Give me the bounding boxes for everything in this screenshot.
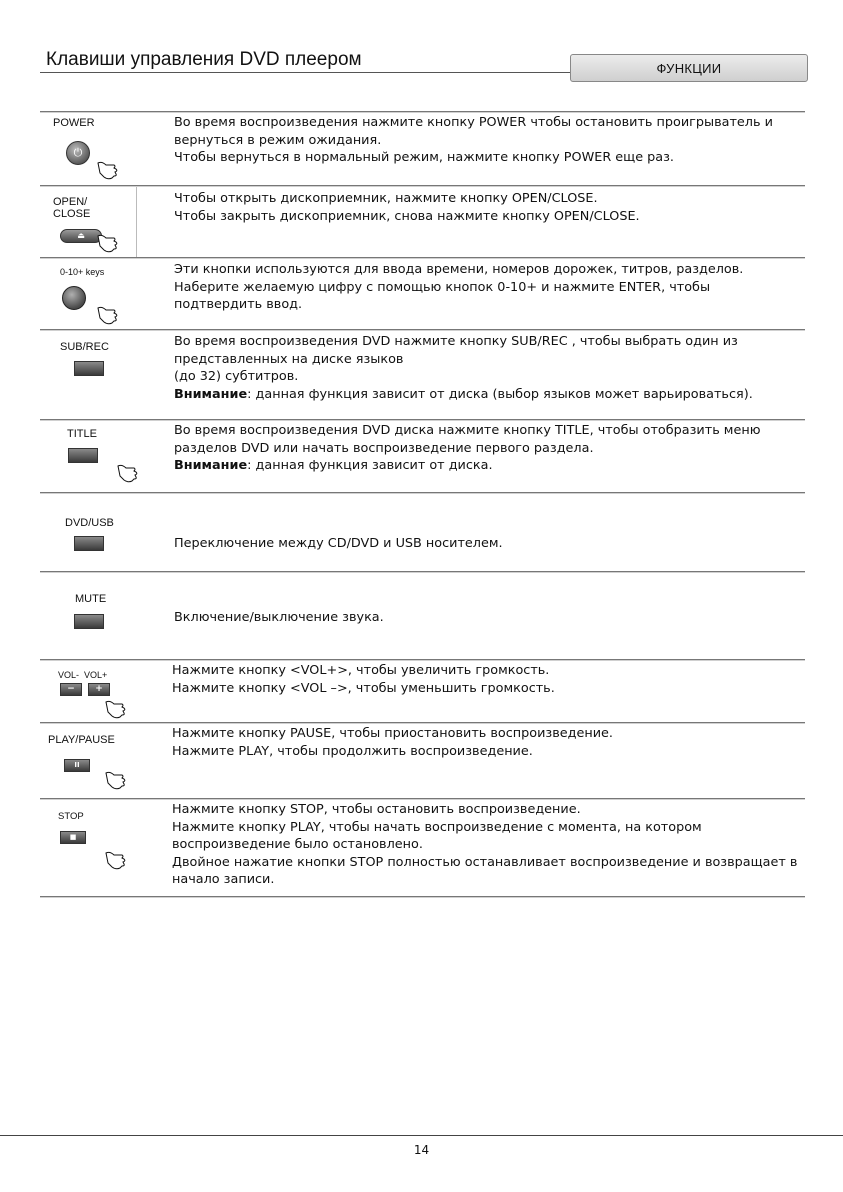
description-line: Двойное нажатие кнопки STOP полностью останавливает воспроизведение и возвращает в <box>172 854 798 870</box>
key-label-dvd-usb: DVD/USB <box>65 517 114 529</box>
dvd-usb-button-icon <box>74 536 104 551</box>
key-label-mute: MUTE <box>75 593 107 605</box>
power-button-icon: ⏻ <box>66 141 90 165</box>
description-line: Чтобы открыть дископриемник, нажмите кнопку OPEN/CLOSE. <box>174 191 598 206</box>
description-line: Переключение между CD/DVD и USB носителем. <box>174 536 503 551</box>
description-line: Нажмите кнопку STOP, чтобы остановить воспроизведение. <box>172 802 581 817</box>
row-open-close <box>40 186 805 257</box>
note-text: : данная функция зависит от диска. <box>247 458 493 474</box>
key-label-volume: VOL- VOL+ <box>58 670 108 680</box>
description-line: Чтобы вернуться в нормальный режим, нажмите кнопку POWER еще раз. <box>174 150 674 166</box>
pointing-hand-icon <box>96 304 122 326</box>
row-number-keys <box>40 258 805 329</box>
description-sub-rec <box>174 333 753 403</box>
pointing-hand-icon <box>104 769 130 791</box>
pointing-hand-icon <box>96 159 122 181</box>
description-line: (до 32) субтитров. <box>174 369 299 385</box>
title-underline <box>40 72 570 73</box>
description-line: Нажмите кнопку <VOL+>, чтобы увеличить громкость. <box>172 663 550 678</box>
description-volume <box>172 662 555 697</box>
description-stop <box>172 801 797 889</box>
description-line: Во время воспроизведения DVD диска нажмите кнопку TITLE, чтобы отобразить меню <box>174 423 761 438</box>
description-power <box>174 114 773 167</box>
page-title: Клавиши управления DVD плеером <box>46 49 362 70</box>
stop-button-icon: ■ <box>60 831 86 844</box>
note-label: Внимание <box>174 386 248 402</box>
description-line: Во время воспроизведения DVD нажмите кнопку SUB/REC , чтобы выбрать один из <box>174 334 738 349</box>
description-line: Нажмите кнопку <VOL –>, чтобы уменьшить громкость. <box>172 680 555 696</box>
row-sub-rec <box>40 330 805 419</box>
key-label-power: POWER <box>53 117 95 129</box>
description-number-keys <box>174 261 743 314</box>
pointing-hand-icon <box>104 698 130 720</box>
footer-rule <box>0 1135 843 1136</box>
pointing-hand-icon <box>116 462 142 484</box>
description-line: представленных на диске языков <box>174 351 404 367</box>
row-dvd-usb <box>40 493 805 571</box>
eject-button-icon: ⏏ <box>60 229 102 243</box>
sub-rec-button-icon <box>74 361 104 376</box>
key-label-title: TITLE <box>67 428 97 440</box>
pause-button-icon: II <box>64 759 90 772</box>
note-label: Внимание <box>174 458 248 474</box>
row-title <box>40 420 805 492</box>
description-line: Нажмите кнопку PAUSE, чтобы приостановить воспроизведение. <box>172 726 613 741</box>
row-volume <box>40 660 805 722</box>
row-divider <box>40 896 805 898</box>
description-line: Во время воспроизведения нажмите кнопку POWER чтобы остановить проигрыватель и <box>174 115 773 130</box>
row-mute <box>40 572 805 659</box>
section-badge: ФУНКЦИИ <box>570 54 808 82</box>
key-label-play-pause: PLAY/PAUSE <box>48 734 115 746</box>
description-line: начало записи. <box>172 872 275 888</box>
description-note <box>174 457 760 475</box>
key-label-number-keys: 0-10+ keys <box>60 267 105 277</box>
number-button-icon <box>62 286 86 310</box>
description-dvd-usb <box>174 535 503 553</box>
mute-button-icon <box>74 614 104 629</box>
pointing-hand-icon <box>104 849 130 871</box>
description-line: Наберите желаемую цифру с помощью кнопок 0-10+ и нажмите ENTER, чтобы <box>174 279 711 295</box>
note-text: : данная функция зависит от диска (выбор языков может варьироваться). <box>247 386 753 402</box>
description-line: Нажмите кнопку PLAY, чтобы начать воспроизведение с момента, на котором <box>172 819 702 835</box>
volume-down-button-icon: − <box>60 683 82 696</box>
description-line: вернуться в режим ожидания. <box>174 132 382 148</box>
description-line: Чтобы закрыть дископриемник, снова нажмите кнопку OPEN/CLOSE. <box>174 208 640 224</box>
row-power <box>40 111 805 185</box>
description-line: Эти кнопки используются для ввода времени, номеров дорожек, титров, разделов. <box>174 262 744 277</box>
description-line: воспроизведение было остановлено. <box>172 837 423 853</box>
page-number: 14 <box>413 1143 430 1157</box>
row-stop <box>40 799 805 896</box>
description-line: Нажмите PLAY, чтобы продолжить воспроизведение. <box>172 743 533 759</box>
title-button-icon <box>68 448 98 463</box>
description-mute <box>174 609 384 627</box>
key-label-close: CLOSE <box>53 208 91 220</box>
description-line: разделов DVD или начать воспроизведение первого раздела. <box>174 440 594 456</box>
key-label-open: OPEN/ <box>53 196 88 208</box>
description-line: Включение/выключение звука. <box>174 610 384 625</box>
row-play-pause <box>40 723 805 798</box>
description-open-close <box>174 190 640 225</box>
description-note <box>174 386 753 404</box>
key-label-sub-rec: SUB/REC <box>60 341 109 353</box>
key-label-stop: STOP <box>58 811 84 822</box>
pointing-hand-icon <box>96 232 122 254</box>
description-title <box>174 422 760 475</box>
description-play-pause <box>172 725 613 760</box>
description-line: подтвердить ввод. <box>174 297 303 313</box>
volume-up-button-icon: + <box>88 683 110 696</box>
